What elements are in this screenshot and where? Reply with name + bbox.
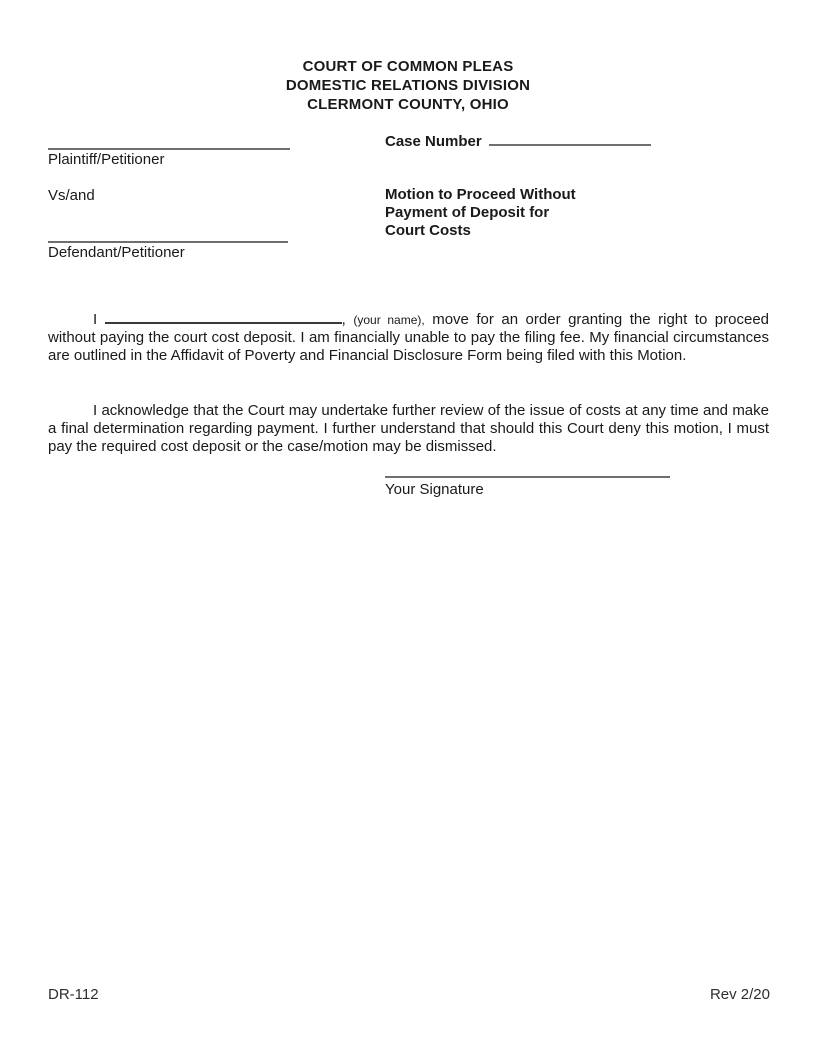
- your-name-blank[interactable]: [105, 310, 342, 324]
- paragraph1-comma: ,: [341, 311, 346, 328]
- county-name: CLERMONT COUNTY, OHIO: [307, 96, 509, 113]
- court-header: [0, 57, 816, 114]
- signature-blank[interactable]: [385, 456, 670, 478]
- motion-title: [385, 186, 576, 240]
- motion-title-line-2: Payment of Deposit for: [385, 204, 550, 221]
- revision-date: Rev 2/20: [709, 986, 770, 1003]
- paragraph2-text: I acknowledge that the Court may undertake further review of the issue of costs at any time and make a final determination regarding payment. I further understand that should this Court deny this motion, I must pay the required cost deposit or the case/motion may be dismissed.: [48, 402, 769, 456]
- motion-title-line-3: Court Costs: [385, 222, 471, 239]
- case-number-label: Case Number: [385, 133, 482, 150]
- division-name: DOMESTIC RELATIONS DIVISION: [285, 77, 531, 94]
- court-name: COURT OF COMMON PLEAS: [302, 58, 514, 75]
- form-number: DR-112: [48, 986, 99, 1003]
- defendant-label: Defendant/Petitioner: [48, 244, 185, 261]
- motion-paragraph-1: [48, 310, 769, 366]
- plaintiff-label: Plaintiff/Petitioner: [48, 151, 165, 168]
- paragraph1-text: move for an order granting the right to proceed without paying the court cost deposit. I am financially unable to pay the filing fee. My financial circumstances are outlined in the Affidavit of Poverty and Financial Disclosure Form being filed with this Motion.: [48, 311, 769, 365]
- versus-label: Vs/and: [48, 187, 95, 204]
- case-number-row: [385, 131, 651, 151]
- signature-label: Your Signature: [385, 481, 484, 498]
- motion-paragraph-2: [48, 402, 769, 457]
- motion-title-line-1: Motion to Proceed Without: [385, 186, 576, 203]
- defendant-name-blank[interactable]: [48, 221, 288, 243]
- your-name-note: (your name),: [353, 313, 425, 327]
- paragraph1-lead: I: [93, 311, 98, 328]
- case-number-blank[interactable]: [489, 131, 651, 146]
- plaintiff-name-blank[interactable]: [48, 128, 290, 150]
